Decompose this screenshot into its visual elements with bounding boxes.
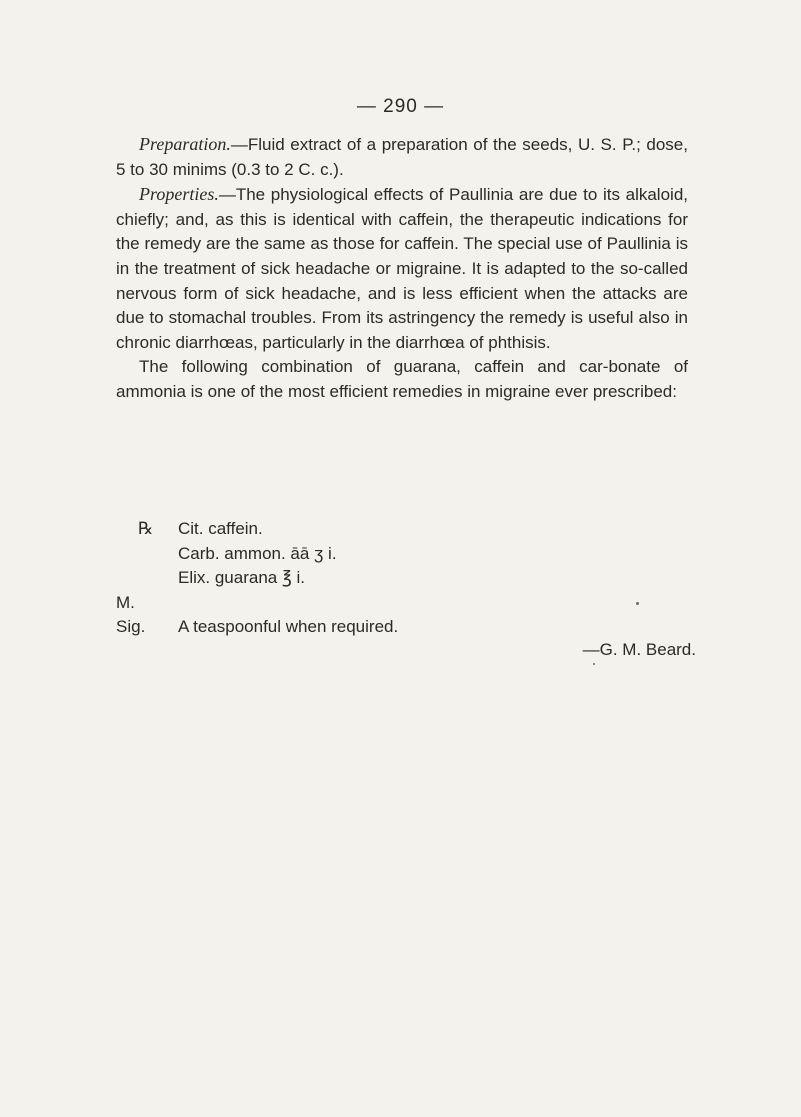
paragraph-preparation-text: —Fluid extract of a preparation of the seeds, U. S. P.; dose, 5 to 30 minims (0.3 to 2 C. c.). bbox=[116, 135, 688, 179]
heading-properties: Properties. bbox=[139, 184, 219, 205]
prescription bbox=[116, 517, 688, 640]
paragraph-combination-text: The following combination of guarana, caffein and car-bonate of ammonia is one of the most efficient remedies in migraine ever prescribed: bbox=[116, 357, 688, 401]
mix-label: M. bbox=[116, 592, 135, 612]
sig-label: Sig. bbox=[116, 617, 146, 637]
ink-speck bbox=[593, 663, 595, 665]
paragraph-preparation bbox=[116, 132, 688, 182]
ingredient-ammonium-carbonate: Carb. ammon. āā ʒ i. bbox=[178, 543, 337, 563]
prescription-row bbox=[116, 615, 688, 640]
ingredient-caffein: Cit. caffein. bbox=[178, 519, 263, 538]
prescription-row bbox=[116, 542, 688, 567]
author-signature: —G. M. Beard. bbox=[582, 640, 696, 659]
ingredient-guarana-elixir: Elix. guarana ℥ i. bbox=[178, 568, 305, 588]
ink-speck bbox=[636, 602, 639, 605]
paragraph-properties-text: —The physiological effects of Paullinia are due to its alkaloid, chiefly; and, as this is identical with caffein, the therapeutic indications for the remedy are the same as those for caffein. The special use of Paullinia is in the treatment of sick headache or migraine. It is adapted to the so-called nervous form of sick headache, and is less efficient when the attacks are due to stomachal troubles. From its astringency the remedy is useful also in chronic diarrhœas, particularly in the diarrhœa of phthisis. bbox=[116, 185, 688, 352]
paragraph-combination bbox=[116, 355, 688, 404]
body-text bbox=[116, 132, 688, 405]
paragraph-properties bbox=[116, 182, 688, 355]
prescription-row bbox=[116, 517, 688, 542]
prescription-row bbox=[116, 591, 688, 616]
page-number: — 290 — bbox=[356, 96, 445, 117]
rx-symbol: ℞ bbox=[138, 519, 154, 538]
prescription-row bbox=[116, 566, 688, 591]
heading-preparation: Preparation. bbox=[139, 134, 231, 154]
sig-text: A teaspoonful when required. bbox=[178, 617, 399, 637]
